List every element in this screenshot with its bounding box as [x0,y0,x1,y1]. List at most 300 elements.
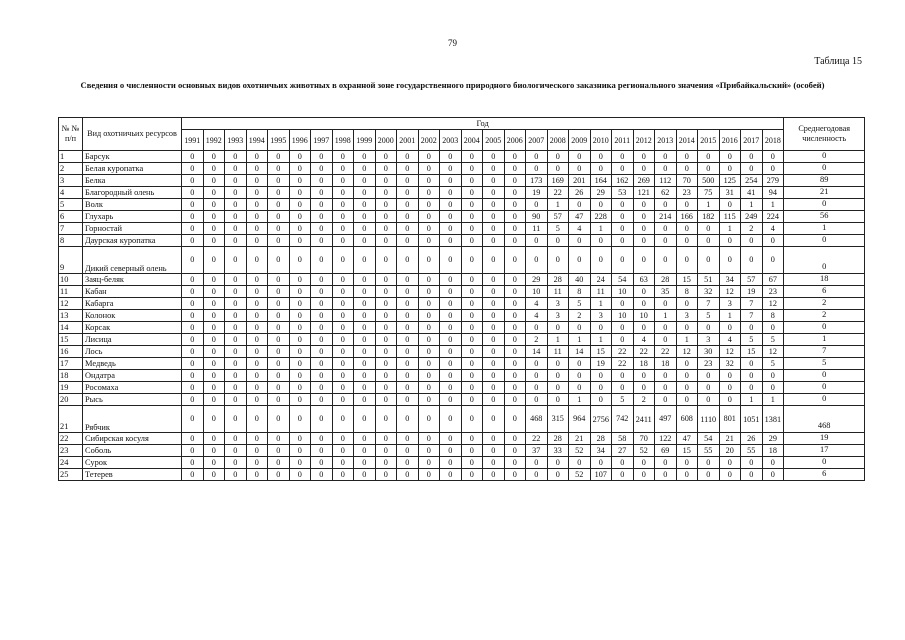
value-cell: 0 [461,310,483,322]
value-cell: 0 [483,175,505,187]
row-number: 6 [59,211,83,223]
value-cell: 0 [332,235,354,247]
value-cell: 0 [741,370,763,382]
value-cell: 0 [311,445,333,457]
value-cell: 90 [526,211,548,223]
header-species: Вид охотничьих ресурсов [83,118,182,151]
value-cell: 22 [633,346,655,358]
value-cell: 0 [698,469,720,481]
table-row [59,298,865,310]
value-cell: 0 [225,394,247,406]
value-cell: 1 [719,223,741,235]
header-year: 2015 [698,130,720,151]
value-cell: 0 [719,370,741,382]
value-cell: 0 [633,286,655,298]
table-row [59,469,865,481]
value-cell: 0 [440,187,462,199]
species-name: Колонок [83,310,182,322]
value-cell: 0 [354,175,376,187]
value-cell: 0 [289,370,311,382]
value-cell: 0 [547,457,569,469]
value-cell: 0 [289,394,311,406]
value-cell: 0 [225,346,247,358]
value-cell: 0 [354,151,376,163]
value-cell: 11 [547,286,569,298]
species-name: Благородный олень [83,187,182,199]
header-year: 2004 [461,130,483,151]
value-cell: 0 [268,469,290,481]
value-cell: 0 [225,433,247,445]
value-cell: 0 [526,235,548,247]
value-cell: 254 [741,175,763,187]
value-cell: 0 [375,298,397,310]
value-cell: 0 [526,358,548,370]
value-cell: 0 [569,247,591,274]
row-number: 2 [59,163,83,175]
value-cell: 0 [612,163,634,175]
value-cell: 0 [332,286,354,298]
value-cell: 0 [268,358,290,370]
value-cell: 0 [655,382,677,394]
value-cell: 801 [719,406,741,433]
value-cell: 0 [762,469,784,481]
value-cell: 0 [547,469,569,481]
value-cell: 47 [676,433,698,445]
value-cell: 0 [504,394,526,406]
species-name: Медведь [83,358,182,370]
value-cell: 0 [504,247,526,274]
value-cell: 0 [397,247,419,274]
value-cell: 0 [633,322,655,334]
value-cell: 2 [526,334,548,346]
value-cell: 0 [246,187,268,199]
value-cell: 0 [590,151,612,163]
value-cell: 18 [655,358,677,370]
value-cell: 0 [397,223,419,235]
value-cell: 2756 [590,406,612,433]
table-row [59,187,865,199]
value-cell: 0 [719,247,741,274]
value-cell: 0 [741,322,763,334]
value-cell: 22 [612,358,634,370]
value-cell: 0 [762,322,784,334]
value-cell: 3 [547,310,569,322]
value-cell: 0 [182,334,204,346]
row-number: 16 [59,346,83,358]
table-row [59,223,865,235]
value-cell: 1110 [698,406,720,433]
header-year: 1993 [225,130,247,151]
value-cell: 11 [526,223,548,235]
value-cell: 0 [203,370,225,382]
value-cell: 0 [440,199,462,211]
value-cell: 0 [268,247,290,274]
value-cell: 0 [461,322,483,334]
value-cell: 0 [633,199,655,211]
value-cell: 1 [698,199,720,211]
value-cell: 0 [332,322,354,334]
species-name: Ондатра [83,370,182,382]
header-year: 2010 [590,130,612,151]
value-cell: 0 [182,394,204,406]
value-cell: 0 [461,175,483,187]
value-cell: 0 [440,223,462,235]
value-cell: 0 [719,469,741,481]
value-cell: 0 [719,151,741,163]
value-cell: 0 [397,211,419,223]
table-row [59,358,865,370]
value-cell: 0 [633,370,655,382]
value-cell: 0 [418,310,440,322]
value-cell: 0 [676,235,698,247]
value-cell: 0 [375,310,397,322]
value-cell: 0 [461,199,483,211]
value-cell: 0 [418,358,440,370]
value-cell: 0 [418,211,440,223]
value-cell: 26 [569,187,591,199]
value-cell: 0 [225,358,247,370]
value-cell: 63 [633,274,655,286]
value-cell: 0 [268,310,290,322]
value-cell: 0 [246,346,268,358]
row-number: 25 [59,469,83,481]
value-cell: 0 [354,457,376,469]
value-cell: 0 [698,151,720,163]
value-cell: 0 [612,199,634,211]
value-cell: 0 [203,334,225,346]
value-cell: 0 [676,382,698,394]
value-cell: 0 [397,346,419,358]
value-cell: 0 [203,433,225,445]
value-cell: 0 [612,298,634,310]
value-cell: 34 [719,274,741,286]
value-cell: 0 [203,163,225,175]
value-cell: 0 [182,211,204,223]
value-cell: 0 [375,445,397,457]
row-number: 17 [59,358,83,370]
value-cell: 4 [719,334,741,346]
value-cell: 0 [418,433,440,445]
value-cell: 0 [375,286,397,298]
value-cell: 0 [483,370,505,382]
value-cell: 0 [246,334,268,346]
value-cell: 0 [526,322,548,334]
value-cell: 0 [440,394,462,406]
value-cell: 0 [225,370,247,382]
species-name: Белка [83,175,182,187]
value-cell: 0 [332,358,354,370]
average-cell: 0 [784,151,865,163]
value-cell: 0 [719,235,741,247]
value-cell: 28 [590,433,612,445]
value-cell: 0 [332,382,354,394]
value-cell: 0 [311,433,333,445]
value-cell: 29 [590,187,612,199]
value-cell: 0 [676,199,698,211]
value-cell: 0 [311,469,333,481]
value-cell: 0 [461,469,483,481]
value-cell: 0 [375,370,397,382]
value-cell: 0 [440,406,462,433]
table-row [59,433,865,445]
value-cell: 0 [504,211,526,223]
row-number: 21 [59,406,83,433]
value-cell: 7 [741,310,763,322]
value-cell: 0 [655,223,677,235]
value-cell: 24 [590,274,612,286]
value-cell: 0 [203,274,225,286]
value-cell: 0 [633,223,655,235]
header-year: 1994 [246,130,268,151]
value-cell: 30 [698,346,720,358]
value-cell: 0 [311,175,333,187]
value-cell: 0 [461,433,483,445]
value-cell: 0 [289,163,311,175]
value-cell: 0 [375,394,397,406]
value-cell: 0 [590,457,612,469]
value-cell: 0 [203,211,225,223]
average-cell: 2 [784,298,865,310]
value-cell: 0 [246,406,268,433]
value-cell: 0 [289,433,311,445]
value-cell: 0 [569,235,591,247]
value-cell: 0 [397,382,419,394]
value-cell: 0 [655,334,677,346]
value-cell: 0 [418,199,440,211]
value-cell: 169 [547,175,569,187]
value-cell: 0 [741,469,763,481]
value-cell: 0 [246,298,268,310]
value-cell: 0 [203,457,225,469]
header-average: Среднегодовая численность [784,118,865,151]
header-year: 1991 [182,130,204,151]
value-cell: 0 [655,235,677,247]
value-cell: 0 [526,457,548,469]
value-cell: 18 [762,445,784,457]
value-cell: 0 [332,187,354,199]
value-cell: 3 [590,310,612,322]
value-cell: 0 [354,433,376,445]
value-cell: 224 [762,211,784,223]
value-cell: 249 [741,211,763,223]
value-cell: 0 [311,199,333,211]
value-cell: 0 [246,394,268,406]
value-cell: 0 [633,163,655,175]
average-cell: 89 [784,175,865,187]
value-cell: 1 [762,394,784,406]
value-cell: 0 [504,469,526,481]
value-cell: 0 [332,310,354,322]
value-cell: 0 [676,469,698,481]
value-cell: 0 [203,346,225,358]
value-cell: 0 [289,223,311,235]
value-cell: 0 [569,151,591,163]
value-cell: 0 [440,382,462,394]
value-cell: 0 [483,235,505,247]
value-cell: 0 [504,346,526,358]
value-cell: 18 [633,358,655,370]
average-cell: 0 [784,322,865,334]
value-cell: 1 [762,199,784,211]
value-cell: 0 [225,457,247,469]
value-cell: 0 [354,247,376,274]
value-cell: 0 [311,346,333,358]
value-cell: 0 [418,370,440,382]
value-cell: 0 [289,358,311,370]
value-cell: 0 [633,247,655,274]
value-cell: 0 [741,247,763,274]
value-cell: 21 [719,433,741,445]
value-cell: 47 [569,211,591,223]
average-cell: 19 [784,433,865,445]
value-cell: 0 [483,334,505,346]
value-cell: 0 [676,457,698,469]
average-cell: 5 [784,358,865,370]
value-cell: 22 [526,433,548,445]
row-number: 9 [59,247,83,274]
value-cell: 0 [225,310,247,322]
value-cell: 0 [354,274,376,286]
row-number: 19 [59,382,83,394]
value-cell: 0 [182,274,204,286]
value-cell: 0 [289,346,311,358]
value-cell: 0 [741,151,763,163]
value-cell: 1 [569,394,591,406]
value-cell: 0 [375,151,397,163]
value-cell: 0 [504,433,526,445]
value-cell: 0 [268,175,290,187]
value-cell: 0 [547,358,569,370]
value-cell: 0 [612,370,634,382]
value-cell: 0 [182,286,204,298]
value-cell: 0 [268,445,290,457]
value-cell: 0 [354,358,376,370]
value-cell: 0 [182,370,204,382]
value-cell: 0 [504,286,526,298]
species-name: Сурок [83,457,182,469]
value-cell: 0 [203,235,225,247]
value-cell: 28 [655,274,677,286]
table-row [59,286,865,298]
average-cell: 7 [784,346,865,358]
value-cell: 0 [375,175,397,187]
value-cell: 0 [418,394,440,406]
value-cell: 0 [762,247,784,274]
value-cell: 0 [354,370,376,382]
value-cell: 0 [655,199,677,211]
value-cell: 0 [483,163,505,175]
header-year: 2006 [504,130,526,151]
row-number: 22 [59,433,83,445]
row-number: 5 [59,199,83,211]
value-cell: 0 [483,457,505,469]
value-cell: 10 [612,286,634,298]
value-cell: 0 [182,382,204,394]
value-cell: 0 [203,151,225,163]
value-cell: 3 [698,334,720,346]
value-cell: 0 [590,370,612,382]
value-cell: 0 [375,457,397,469]
value-cell: 0 [354,382,376,394]
value-cell: 182 [698,211,720,223]
value-cell: 0 [461,211,483,223]
value-cell: 0 [569,322,591,334]
average-cell: 56 [784,211,865,223]
value-cell: 122 [655,433,677,445]
value-cell: 0 [698,457,720,469]
value-cell: 0 [375,406,397,433]
value-cell: 0 [397,433,419,445]
value-cell: 0 [418,298,440,310]
value-cell: 22 [612,346,634,358]
value-cell: 0 [741,457,763,469]
value-cell: 0 [203,469,225,481]
value-cell: 0 [440,175,462,187]
value-cell: 0 [461,163,483,175]
value-cell: 0 [182,163,204,175]
species-name: Тетерев [83,469,182,481]
value-cell: 0 [676,223,698,235]
value-cell: 1051 [741,406,763,433]
value-cell: 0 [332,223,354,235]
value-cell: 0 [225,247,247,274]
value-cell: 0 [504,358,526,370]
value-cell: 0 [289,247,311,274]
value-cell: 0 [504,223,526,235]
value-cell: 0 [504,163,526,175]
value-cell: 0 [182,433,204,445]
value-cell: 5 [698,310,720,322]
value-cell: 22 [547,187,569,199]
value-cell: 5 [762,358,784,370]
header-year: 2013 [655,130,677,151]
value-cell: 269 [633,175,655,187]
value-cell: 0 [289,469,311,481]
value-cell: 0 [375,334,397,346]
value-cell: 0 [440,235,462,247]
value-cell: 0 [504,199,526,211]
average-cell: 0 [784,457,865,469]
value-cell: 0 [547,394,569,406]
table-row [59,457,865,469]
value-cell: 51 [698,274,720,286]
value-cell: 0 [354,211,376,223]
value-cell: 0 [762,163,784,175]
value-cell: 125 [719,175,741,187]
value-cell: 173 [526,175,548,187]
value-cell: 0 [440,286,462,298]
table-row [59,346,865,358]
species-name: Белая куропатка [83,163,182,175]
value-cell: 0 [676,370,698,382]
value-cell: 0 [461,223,483,235]
value-cell: 94 [762,187,784,199]
average-cell: 6 [784,469,865,481]
value-cell: 0 [268,370,290,382]
value-cell: 0 [268,274,290,286]
value-cell: 0 [332,298,354,310]
value-cell: 58 [612,433,634,445]
value-cell: 0 [225,211,247,223]
value-cell: 0 [461,358,483,370]
average-cell: 17 [784,445,865,457]
value-cell: 0 [676,298,698,310]
value-cell: 164 [590,175,612,187]
header-year: 2011 [612,130,634,151]
value-cell: 0 [590,247,612,274]
table-row [59,382,865,394]
value-cell: 28 [547,433,569,445]
